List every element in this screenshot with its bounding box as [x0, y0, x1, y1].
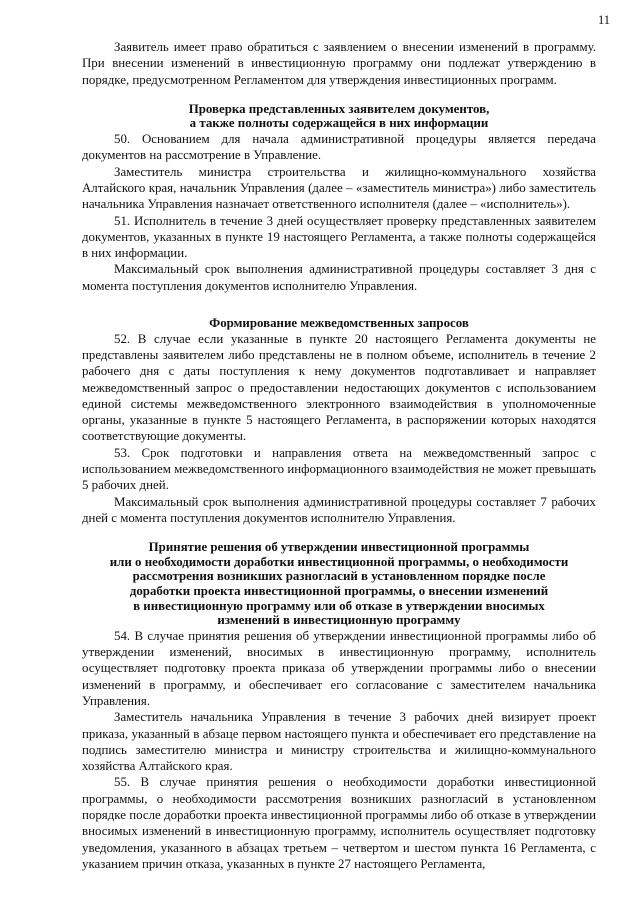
heading-line: в инвестиционную программу или об отказе в утверждении вносимых [133, 598, 545, 613]
paragraph-max-term-3-days: Максимальный срок выполнения административной процедуры составляет 3 дня с момента поступления документов исполнителю Управления. [82, 262, 596, 293]
section-heading-interagency-requests: Формирование межведомственных запросов [209, 316, 469, 331]
heading-line: Проверка представленных заявителем документов, [188, 101, 490, 116]
heading-line: изменений в инвестиционную программу [217, 613, 461, 628]
heading-line: Принятие решения об утверждении инвестиционной программы [148, 540, 530, 555]
paragraph-51: 51. Исполнитель в течение 3 дней осуществляет проверку представленных заявителем документов, указанных в пункте 19 настоящего Регламента, а также полноты содержащейся в них информации. [82, 213, 596, 261]
paragraph-deputy-head-visa: Заместитель начальника Управления в течение 3 рабочих дней визирует проект приказа, указанный в абзаце первом настоящего пункта и обеспечивает его представление на подпись заместителю министра и министру строительства и жилищно-коммунального хозяйства Алтайского края. [82, 710, 596, 774]
paragraph-54: 54. В случае принятия решения об утверждении инвестиционной программы либо об утверждении изменений, вносимых в инвестиционную программу, исполнитель осуществляет подготовку проекта приказа об утверждении программы либо о внесении изменений в программу, и обеспечивает его согласование с заместителем начальника Управления. [82, 628, 596, 708]
section-heading-decision [82, 540, 596, 628]
paragraph-50: 50. Основанием для начала административной процедуры является передача документов на рассмотрение в Управление. [82, 132, 596, 163]
page-number: 11 [597, 13, 610, 27]
paragraph-53: 53. Срок подготовки и направления ответа на межведомственный запрос с использованием межведомственного информационного взаимодействия не может превышать 5 рабочих дней. [82, 445, 596, 493]
paragraph-intro: Заявитель имеет право обратиться с заявлением о внесении изменений в программу. При внесении изменений в инвестиционную программу они подлежат утверждению в порядке, предусмотренном Регламентом для утверждения инвестиционных программ. [82, 40, 596, 87]
paragraph-55: 55. В случае принятия решения о необходимости доработки инвестиционной программы, о необходимости рассмотрения возникших разногласий в установленном порядке после доработки проекта инвестиционной программы либо об отказе в утверждении вносимых изменений в инвестиционную программу, исполнитель осуществляет подготовку уведомления, указанного в абзацах третьем – четвертом и шестом пункта 16 Регламента, с указанием причин отказа, указанных в пункте 27 настоящего Регламента, [82, 775, 596, 871]
heading-line: или о необходимости доработки инвестиционной программы, о необходимости [109, 554, 569, 569]
paragraph-max-term-7-days: Максимальный срок выполнения административной процедуры составляет 7 рабочих дней с момента поступления документов исполнителю Управления. [82, 494, 596, 525]
paragraph-52: 52. В случае если указанные в пункте 20 настоящего Регламента документы не представлены заявителем либо представлены не в полном объеме, исполнитель в течение 2 рабочего дня с даты поступления к нему документов подготавливает и направляет межведомственный запрос о предоставлении недостающих документов с использованием единой системы межведомственного электронного взаимодействия в уполномоченные органы, указанные в пункте 5 настоящего Регламента, в распоряжении которых находятся соответствующие документы. [82, 331, 596, 444]
heading-line: доработки проекта инвестиционной программы, о внесении изменений [129, 583, 549, 598]
heading-line: рассмотрения возникших разногласий в установленном порядке после [132, 569, 546, 584]
paragraph-deputy-minister: Заместитель министра строительства и жилищно-коммунального хозяйства Алтайского края, начальник Управления (далее – «заместитель министра») либо заместитель начальника Управления назначает ответственного исполнителя (далее – «исполнитель»). [82, 164, 596, 212]
section-heading-verification [82, 102, 596, 131]
heading-line: а также полноты содержащейся в них информации [189, 116, 489, 131]
document-body [82, 39, 596, 872]
